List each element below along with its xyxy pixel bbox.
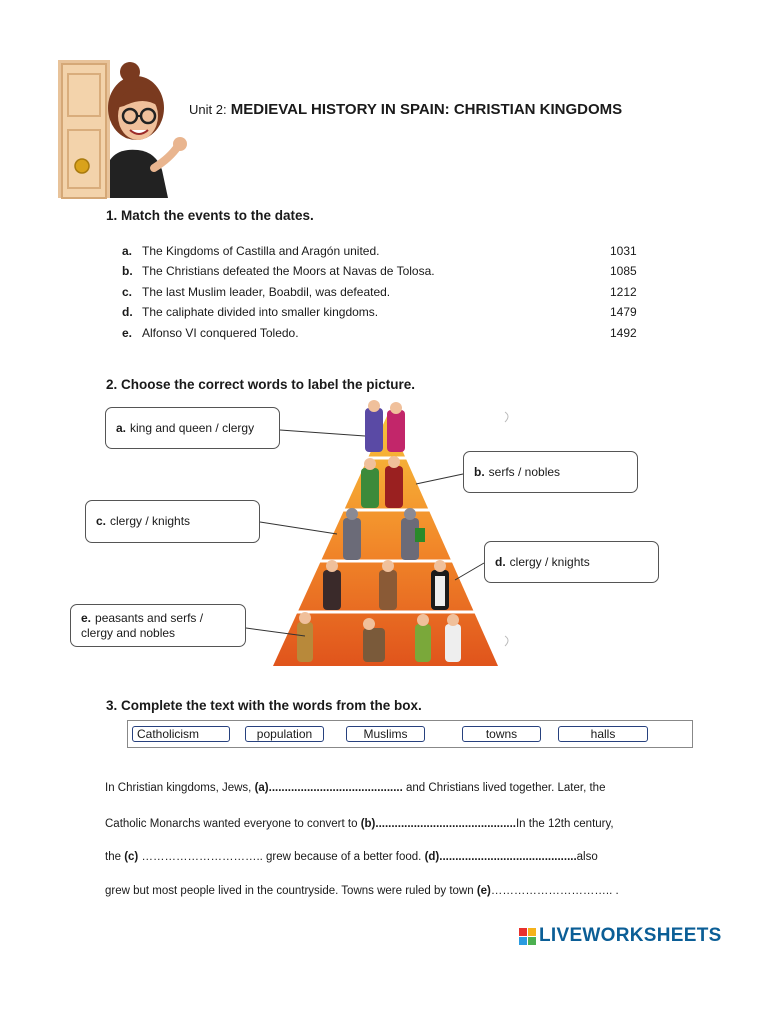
event-letter: e. bbox=[122, 326, 133, 340]
date-item: 1085 bbox=[610, 264, 637, 278]
line-text: ………………………….. . bbox=[490, 885, 619, 897]
word-chip[interactable]: Catholicism bbox=[132, 726, 230, 742]
label-text: clergy / knights bbox=[110, 514, 191, 528]
label-letter: b. bbox=[474, 464, 485, 479]
label-text-line2: clergy and nobles bbox=[81, 625, 176, 640]
label-box-b bbox=[463, 451, 638, 493]
event-text: The Christians defeated the Moors at Navas de Tolosa. bbox=[142, 264, 435, 278]
line-text: ………………………….. grew because of a better food. bbox=[138, 851, 425, 863]
label-letter: e. bbox=[81, 610, 92, 625]
event-letter: a. bbox=[122, 244, 133, 258]
text-line-1 bbox=[105, 782, 605, 794]
event-text: The Kingdoms of Castilla and Aragón united. bbox=[142, 244, 380, 258]
event-letter: c. bbox=[122, 285, 133, 299]
line-text: In Christian kingdoms, Jews, bbox=[105, 782, 255, 794]
blank-d[interactable]: (d)........................................... bbox=[424, 851, 577, 863]
line-text: the bbox=[105, 851, 125, 863]
label-letter: c. bbox=[96, 514, 107, 528]
blank-c[interactable]: (c) bbox=[124, 851, 139, 863]
label-box-c bbox=[85, 500, 260, 543]
unit-title-text: MEDIEVAL HISTORY IN SPAIN: CHRISTIAN KINGDOMS bbox=[230, 101, 623, 118]
event-text: The caliphate divided into smaller kingdoms. bbox=[142, 305, 379, 319]
label-letter: a. bbox=[116, 420, 127, 435]
text-line-2 bbox=[105, 818, 614, 830]
date-item: 1212 bbox=[610, 285, 637, 299]
blank-b[interactable]: (b)............................................ bbox=[360, 818, 516, 830]
label-box-a bbox=[105, 407, 280, 449]
word-chip[interactable]: population bbox=[245, 726, 324, 742]
unit-prefix: Unit 2: bbox=[189, 102, 227, 117]
logo-text: LIVEWORKSHEETS bbox=[539, 925, 722, 946]
text-line-3 bbox=[105, 851, 598, 863]
label-text: serfs / nobles bbox=[488, 464, 561, 479]
section3-heading: 3. Complete the text with the words from the box. bbox=[106, 698, 422, 713]
date-item: 1479 bbox=[610, 305, 637, 319]
label-box-d bbox=[484, 541, 659, 583]
line-text: Catholic Monarchs wanted everyone to convert to bbox=[105, 818, 361, 830]
label-text: king and queen / clergy bbox=[130, 420, 255, 435]
section1-heading: 1. Match the events to the dates. bbox=[106, 208, 314, 223]
logo-badge-icon bbox=[519, 928, 536, 945]
text-line-4 bbox=[105, 885, 619, 897]
blank-e[interactable]: (e) bbox=[476, 885, 491, 897]
label-box-e bbox=[70, 604, 246, 647]
liveworksheets-logo bbox=[519, 925, 722, 947]
label-letter: d. bbox=[495, 554, 506, 569]
line-text: also bbox=[576, 851, 598, 863]
blank-a[interactable]: (a).......................................... bbox=[254, 782, 403, 794]
word-chip[interactable]: halls bbox=[558, 726, 648, 742]
date-item: 1492 bbox=[610, 326, 637, 340]
line-text: grew but most people lived in the countryside. Towns were ruled by town bbox=[105, 885, 477, 897]
date-item: 1031 bbox=[610, 244, 637, 258]
word-chip[interactable]: towns bbox=[462, 726, 541, 742]
event-text: The last Muslim leader, Boabdil, was defeated. bbox=[142, 285, 391, 299]
event-letter: d. bbox=[122, 305, 133, 319]
event-text: Alfonso VI conquered Toledo. bbox=[142, 326, 299, 340]
line-text: In the 12th century, bbox=[515, 818, 614, 830]
label-text: clergy / knights bbox=[509, 554, 590, 569]
line-text: and Christians lived together. Later, the bbox=[402, 782, 606, 794]
word-chip[interactable]: Muslims bbox=[346, 726, 425, 742]
section2-heading: 2. Choose the correct words to label the picture. bbox=[106, 377, 416, 392]
label-text: peasants and serfs / bbox=[95, 610, 204, 625]
event-letter: b. bbox=[122, 264, 133, 278]
